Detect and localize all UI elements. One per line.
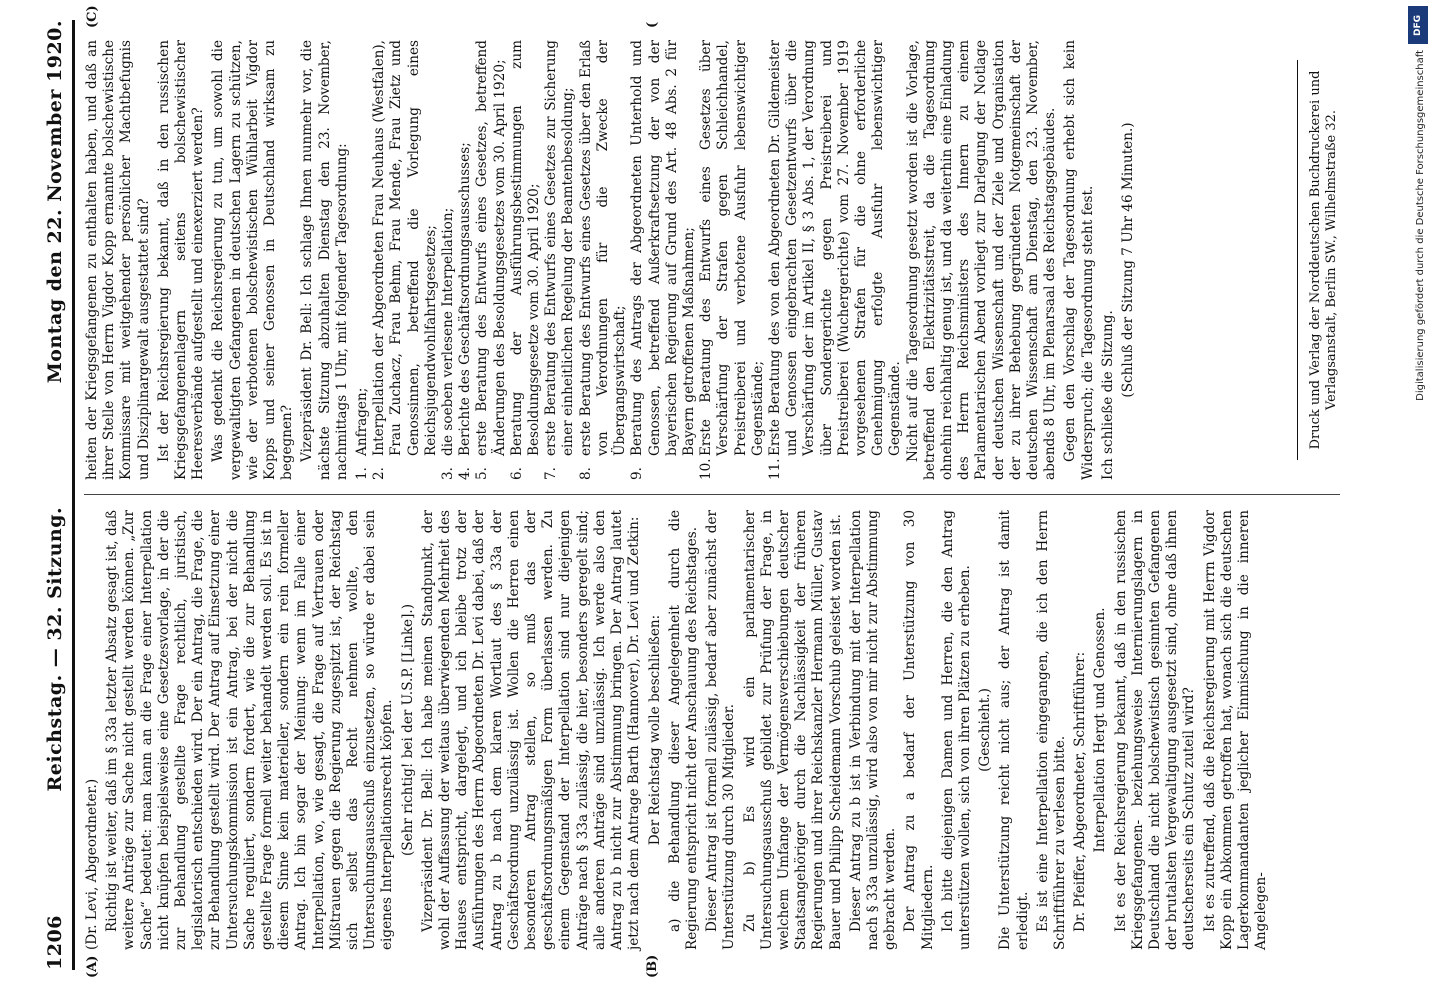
agenda-item-text: Anfragen; [354, 387, 371, 456]
agenda-item-text: Beratung des Antrags der Abgeordneten Unterhold und Genossen, betreffend Außerkraftsetzung der von der bayerischen Regierung auf Grund des Art. 48 Abs. 2 für Bayern getroffenen Maßnahmen; [629, 40, 697, 456]
agenda-item-number: 5. [474, 467, 491, 480]
paragraph: Der Antrag zu a bedarf der Unterstützung von 30 Mitgliedern. [902, 510, 936, 950]
agenda-item-number: 11. [766, 458, 783, 480]
agenda-item [543, 40, 577, 480]
agenda-item-text: erste Beratung des Entwurfs eines Gesetzes zur Sicherung einer einheitlichen Regelung der Beamtenbesoldung; [543, 40, 577, 456]
paragraph: Ich bitte diejenigen Damen und Herren, die den Antrag unterstützen wollen, sich von ihren Plätzen zu erheben. [939, 510, 973, 950]
left-column [84, 510, 1273, 978]
paragraph: Ich schließe die Sitzung. [1099, 310, 1116, 480]
margin-marker-b: (B) [645, 954, 660, 978]
agenda-item-number: 8. [577, 467, 594, 480]
paragraph: Interpellation Hergt und Genossen. [1092, 607, 1109, 853]
agenda-item-text: erste Beratung des Entwurfs eines Gesetzes über den Erlaß von Verordnungen für die Zwecke der Übergangswirtschaft; [577, 40, 629, 456]
agenda-item-number: 10. [698, 458, 715, 480]
paragraph: heiten der Kriegsgefangenen zu enthalten haben, und daß an ihrer Stelle von Herrn Vigdor Kopp ernannte bolschewistische Kommissare mit weitgehender persönlicher Machtbefugnis und Disziplinargewalt ausgestattet sind? [84, 40, 152, 480]
paragraph: Vizepräsident Dr. Bell: Ich schlage Ihnen nunmehr vor, die nächste Sitzung abzuhalten Dienstag den 23. November, nachmittags 1 Uhr, mit folgender Tagesordnung: [299, 40, 350, 480]
paragraph: Die Unterstützung reicht nicht aus; der Antrag ist damit erledigt. [997, 510, 1031, 950]
session-date: Montag den 22. November 1920. [44, 20, 66, 384]
agenda-item-number: 3. [440, 467, 457, 480]
agenda-item-text: die soeben verlesene Interpellation; [440, 207, 457, 456]
paragraph: (Sehr richtig! bei der U.S.P. [Linke].) [399, 603, 416, 857]
margin-marker-c: (C) [85, 5, 100, 28]
header-rule [72, 20, 75, 970]
agenda-item [629, 40, 698, 480]
agenda-item-text: Berichte des Geschäftsordnungsausschusses; [457, 142, 474, 456]
agenda-item-text: Beratung der Ausführungsbestimmungen zum Besoldungsgesetze vom 30. April 1920; [508, 40, 543, 456]
paragraph: Dieser Antrag zu b ist in Verbindung mit der Interpellation nach § 33a unzulässig, wird also von mir nicht zur Abstimmung gebracht werden. [847, 510, 899, 950]
agenda-item [371, 40, 440, 480]
agenda-item-number: 9. [629, 467, 646, 480]
paragraph: Es ist eine Interpellation eingegangen, die ich den Herrn Schriftführer zu verlesen bitte. [1034, 510, 1068, 950]
agenda-item-text: erste Beratung des Entwurfs eines Gesetzes, betreffend Änderungen des Besoldungsgesetzes vom 30. April 1920; [474, 40, 508, 456]
paragraph: a) die Behandlung dieser Angelegenheit durch die Regierung entspricht nicht der Anschauung des Reichstages. [666, 510, 700, 950]
agenda-item [457, 40, 474, 480]
agenda-item-number: 4. [457, 467, 474, 480]
agenda-item [440, 40, 457, 480]
agenda-item-number: 1. [354, 467, 371, 480]
paragraph: (Geschieht.) [977, 688, 994, 772]
column-divider [84, 494, 1340, 495]
agenda-item [509, 40, 543, 480]
paragraph: Vizepräsident Dr. Bell: Ich habe meinen Standpunkt, der wohl der Auffassung der weitaus überwiegenden Mehrheit des Hauses entspricht, dargelegt, und ich bleibe trotz der Ausführungen des Herrn Abgeordneten Dr. Levi dabei, daß der Antrag zu b nach dem klaren Wortlaut des § 33a der Geschäftsordnung unzulässig ist. Wollen die Herren einen besonderen Antrag stellen, so muß das der geschäftsordnungsmäßigen Form überlassen werden. Zu einem Gegenstand der Interpellation sind nur diejenigen Anträge nach § 33a zulässig, die hier, besonders geregelt sind; alle anderen Anträge sind unzulässig. Ich werde also den Antrag zu b nicht zur Abstimmung bringen. Der Antrag lautet jetzt nach dem Antrage Barth (Hannover), Dr. Levi und Zetkin: [419, 510, 643, 950]
side-credit [1404, 0, 1434, 1000]
margin-marker-a: (A) [85, 955, 100, 978]
digitization-credit: Digitalisierung gefördert durch die Deutsche Forschungsgemeinschaft [1415, 50, 1426, 401]
agenda-item-text: Interpellation der Abgeordneten Frau Neuhaus (Westfalen), Frau Zuchacz, Frau Behm, Frau Mende, Frau Zietz und Genossinnen, betreffend die Vorlegung eines Reichsjugendwohlfahrtsgesetzes; [371, 40, 439, 456]
agenda-item [767, 40, 905, 480]
agenda-item-number: 7. [543, 467, 560, 480]
paragraph: Dr. Pfeiffer, Abgeordneter, Schriftführer: [1072, 651, 1089, 932]
agenda-list [354, 40, 905, 480]
paragraph: Zu b) Es wird ein parlamentarischer Untersuchungsausschuß gebildet zur Prüfung der Frage, in welchem Umfange der Vermögensverschiebungen deutscher Staatsangehöriger durch die Nachlässigkeit der früheren Regierungen und ihrer Reichskanzler Hermann Müller, Gustav Bauer und Philipp Scheidemann Vorschub geleistet worden ist. [741, 510, 844, 950]
agenda-item [354, 40, 371, 480]
footer-rule [1297, 60, 1298, 460]
session-title: Reichstag. — 32. Sitzung. [44, 506, 66, 792]
margin-marker-d: ( [645, 21, 660, 28]
document-page [40, 5, 1380, 980]
page-number: 1206 [44, 915, 66, 970]
paragraph: Richtig ist weiter, daß im § 33a letzter Absatz gesagt ist, daß weitere Anträge zur Sache nicht gestellt werden können. „Zur Sache“ bedeutet: man kann an die Frage einer Interpellation nicht knüpfen beispielsweise eine Gesetzesvorlage, in der die zur Behandlung gestellte Frage rechtlich, juristisch, legislatorisch entschieden wird. Der ein Antrag, die Frage, die zur Behandlung gestellt wird. Der Antrag auf Einsetzung einer Untersuchungskommission ist ein Antrag, bei der nicht die Sache reguliert, sondern fordert, wie die zur Behandlung gestellte Frage formell weiter behandelt werden soll. Es ist in diesem Sinne kein materieller, sondern ein rein formeller Antrag. Ich bin sogar der Meinung: wenn im Falle einer Interpellation, wo, wie gesagt, die Frage auf Vertrauen oder Mißtrauen gegen die Regierung zugespitzt ist, der Reichstag sich selbst das Recht nehmen wollte, den Untersuchungsausschuß einzusetzen, so würde er dabei sein eigenes Interpellationsrecht köpfen. [104, 510, 396, 950]
paragraph: Was gedenkt die Reichsregierung zu tun, um sowohl die vergewaltigten Gefangenen in deutschen Lagern zu schützen, wie der verbotenen bolschewistischen Wühlarbeit Vigdor Kopps und seiner Genossen in Deutschland wirksam zu begegnen? [210, 40, 296, 480]
paragraph: Ist es zutreffend, daß die Reichsregierung mit Herrn Vigdor Kopp ein Abkommen getroffen hat, wonach sich die deutschen Lagerkommandanten jeglicher Einmischung in die inneren Angelegen- [1201, 510, 1270, 950]
paragraph: Ist es der Reichsregierung bekannt, daß in den russischen Kriegsgefangenen- beziehungsweise Internierungslagern in Deutschland die nicht bolschewistisch gesinnten Gefangenen der brutalsten Vergewaltigung ausgesetzt sind, ohne daß ihnen deutscherseits ein Schutz zuteil wird? [1112, 510, 1198, 950]
paragraph: (Schluß der Sitzung 7 Uhr 46 Minuten.) [1119, 122, 1136, 398]
agenda-item-number: 2. [371, 467, 388, 480]
agenda-item-text: Erste Beratung des von den Abgeordneten Dr. Gildemeister und Genossen eingebrachten Gesetzentwurfs über die Verschärfung der im Artikel II, § 3 Abs. 1, der Verordnung über Sondergerichte gegen Preistreiberei und Preistreiberei (Wuchergerichte) vom 27. November 1919 vorgesehenen Strafen für die ohne erforderliche Genehmigung erfolgte Ausfuhr lebenswichtiger Gegenstände. [766, 40, 904, 456]
agenda-item-number: 6. [508, 467, 525, 480]
dfg-logo: DFG [1408, 6, 1428, 44]
paragraph: Dieser Antrag ist formell zulässig, bedarf aber zunächst der Unterstützung durch 30 Mitglieder. [704, 510, 738, 950]
agenda-item [578, 40, 630, 480]
page-header [40, 20, 70, 970]
paragraph: Nicht auf die Tagesordnung gesetzt worden ist die Vorlage, betreffend den Elektrizitätsstreit, da die Tagesordnung ohnehin reichhaltig genug ist, und da weiterhin eine Einladung des Herrn Reichsministers des Innern zu einem Parlamentarischen Abend vorliegt zur Darlegung der Notlage der deutschen Wissenschaft und der Ziele und Organisation der zu ihrer Behebung gegründeten Notgemeinschaft der deutschen Wissenschaft am Dienstag, den 23. November, abends 8 Uhr, im Plenarsaal des Reichstagsgebäudes. [904, 40, 1059, 480]
paragraph: Gegen den Vorschlag der Tagesordnung erhebt sich kein Widerspruch; die Tagesordnung steht fest. [1062, 40, 1096, 480]
imprint-footer: Druck und Verlag der Norddeutschen Buchdruckerei und Verlagsanstalt, Berlin SW., Wilhelmstraße 32. [1308, 70, 1339, 450]
right-column [84, 5, 1140, 480]
paragraph: Der Reichstag wolle beschließen: [646, 614, 663, 846]
paragraph: (Dr. Levi, Abgeordneter.) [84, 778, 100, 950]
agenda-item-text: Erste Beratung des Entwurfs eines Gesetzes über Verschärfung der Strafen gegen Schleichhandel, Preistreiberei und verbotene Ausfuhr lebenswichtiger Gegenstände; [698, 40, 766, 456]
paragraph: Ist der Reichsregierung bekannt, daß in den russischen Kriegsgefangenenlagern seitens bolschewistischer Heeresverbände aufgestellt und einexerziert werden? [155, 40, 207, 480]
agenda-item [474, 40, 508, 480]
agenda-item [698, 40, 767, 480]
